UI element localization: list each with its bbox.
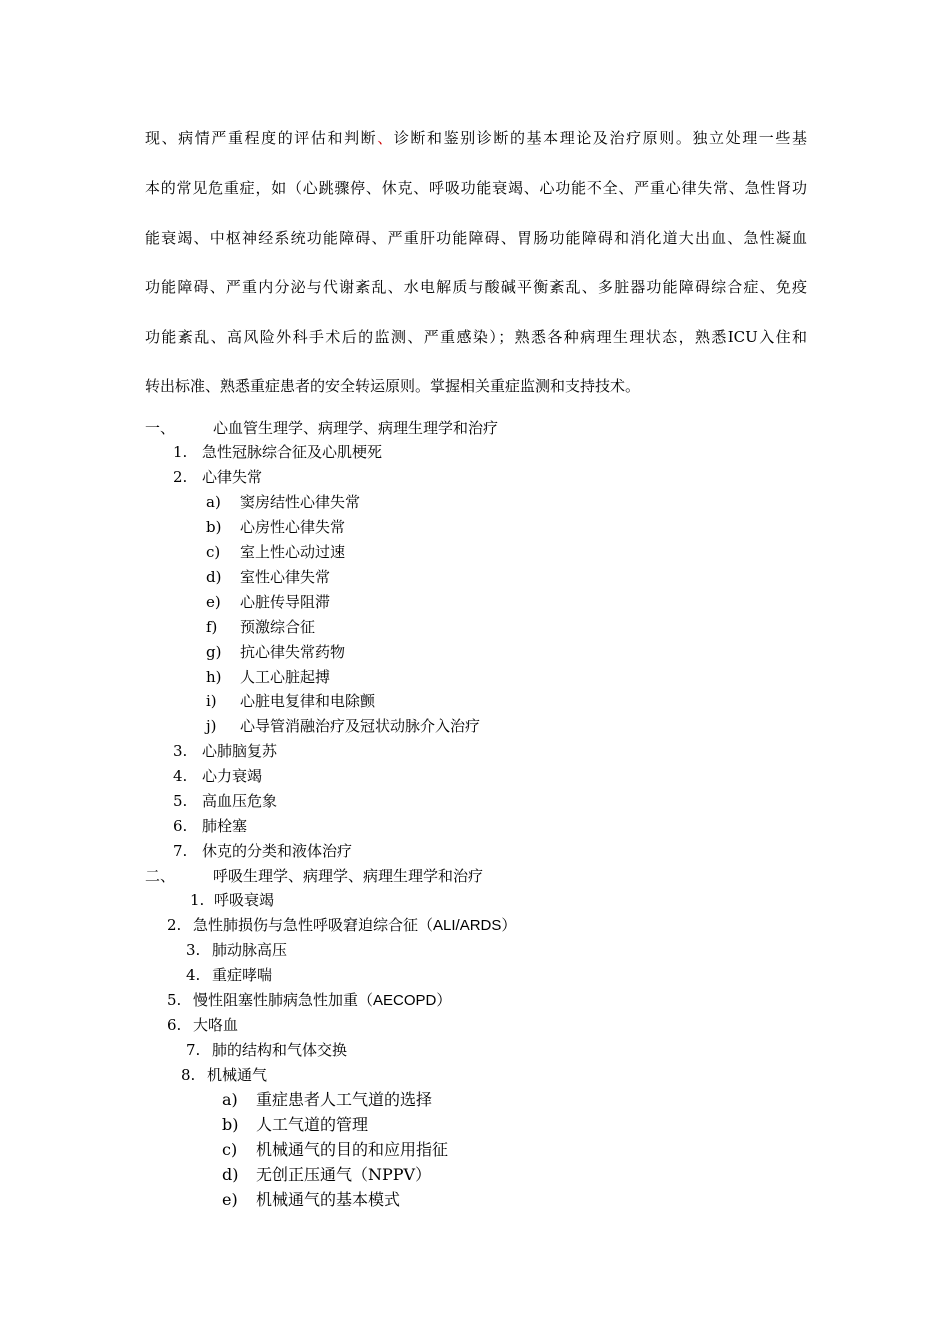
subitem-label: 人工气道的管理 bbox=[256, 1115, 369, 1134]
item-number: 2. bbox=[167, 916, 182, 934]
item-label: 高血压危象 bbox=[202, 792, 278, 810]
subitem-label: 抗心律失常药物 bbox=[240, 643, 346, 661]
subitem-label: 心脏传导阻滞 bbox=[240, 593, 331, 611]
list-item bbox=[173, 766, 262, 786]
subitem-label: 机械通气的基本模式 bbox=[256, 1190, 401, 1209]
item-label: 重症哮喘 bbox=[212, 966, 273, 984]
item-label: 呼吸衰竭 bbox=[214, 891, 275, 909]
item-label: 心力衰竭 bbox=[202, 767, 263, 785]
subitem-letter: e) bbox=[222, 1190, 238, 1209]
sub-list-item bbox=[222, 1140, 448, 1160]
subitem-letter: b) bbox=[222, 1115, 239, 1134]
item-label: 急性肺损伤与急性呼吸窘迫综合征（ bbox=[193, 916, 434, 934]
item-number: 4. bbox=[186, 966, 201, 984]
item-label-tail: ） bbox=[436, 991, 452, 1009]
item-abbreviation: AECOPD bbox=[373, 992, 437, 1009]
item-label: 肺动脉高压 bbox=[212, 941, 288, 959]
item-number: 6. bbox=[173, 817, 188, 835]
subitem-letter: i) bbox=[206, 692, 217, 710]
section1-title: 心血管生理学、病理学、病理生理学和治疗 bbox=[213, 419, 499, 437]
item-number: 6. bbox=[167, 1016, 182, 1034]
sub-list-item bbox=[206, 517, 345, 537]
section2-heading bbox=[145, 866, 483, 886]
list-item bbox=[190, 890, 274, 910]
intro-line-3: 能衰竭、中枢神经系统功能障碍、严重肝功能障碍、胃肠功能障碍和消化道大出血、急性凝血 bbox=[145, 229, 807, 247]
sub-list-item bbox=[222, 1090, 432, 1110]
item-number: 4. bbox=[173, 767, 188, 785]
item-number: 3. bbox=[186, 941, 201, 959]
item-number: 7. bbox=[173, 842, 188, 860]
subitem-label: 室上性心动过速 bbox=[240, 543, 346, 561]
sub-list-item bbox=[206, 542, 345, 562]
item-number: 5. bbox=[173, 792, 188, 810]
item-abbreviation: ALI/ARDS bbox=[433, 917, 502, 934]
subitem-label: 重症患者人工气道的选择 bbox=[256, 1090, 433, 1109]
subitem-label: 窦房结性心律失常 bbox=[240, 493, 361, 511]
list-item bbox=[173, 791, 277, 811]
item-number: 7. bbox=[186, 1041, 201, 1059]
subitem-letter: d) bbox=[222, 1165, 239, 1184]
section2-number: 二、 bbox=[145, 867, 176, 885]
item-label: 急性冠脉综合征及心肌梗死 bbox=[202, 443, 383, 461]
list-item bbox=[173, 442, 382, 462]
sub-list-item bbox=[206, 617, 315, 637]
section1-number: 一、 bbox=[145, 419, 176, 437]
list-item bbox=[181, 1065, 267, 1085]
subitem-letter: d) bbox=[206, 568, 222, 586]
list-item bbox=[173, 841, 352, 861]
subitem-label: 室性心律失常 bbox=[240, 568, 331, 586]
intro-line-6: 转出标准、熟悉重症患者的安全转运原则。掌握相关重症监测和支持技术。 bbox=[145, 377, 641, 395]
sub-list-item bbox=[222, 1165, 431, 1185]
subitem-label: 机械通气的目的和应用指征 bbox=[256, 1140, 449, 1159]
sub-list-item bbox=[206, 667, 330, 687]
list-item bbox=[167, 990, 451, 1011]
intro-red-separator: 、 bbox=[377, 129, 394, 147]
item-label: 心律失常 bbox=[202, 468, 263, 486]
subitem-letter: c) bbox=[206, 543, 221, 561]
item-number: 1. bbox=[190, 891, 205, 909]
section2-title: 呼吸生理学、病理学、病理生理学和治疗 bbox=[213, 867, 484, 885]
item-label: 慢性阻塞性肺病急性加重（ bbox=[193, 991, 374, 1009]
sub-list-item bbox=[206, 691, 375, 711]
item-number: 5. bbox=[167, 991, 182, 1009]
item-label: 大咯血 bbox=[193, 1016, 239, 1034]
item-label: 休克的分类和液体治疗 bbox=[202, 842, 353, 860]
subitem-label: 预激综合征 bbox=[240, 618, 316, 636]
subitem-letter: e) bbox=[206, 593, 221, 611]
intro-line-5: 功能紊乱、高风险外科手术后的监测、严重感染）；熟悉各种病理生理状态，熟悉ICU入住和 bbox=[145, 328, 807, 346]
intro-line-1-part-b: 诊断和鉴别诊断的基本理论及治疗原则。独立处理一些基 bbox=[393, 129, 807, 147]
item-number: 8. bbox=[181, 1066, 196, 1084]
sub-list-item bbox=[206, 642, 345, 662]
item-number: 1. bbox=[173, 443, 188, 461]
intro-line-1-part-a: 现、病情严重程度的评估和判断 bbox=[145, 129, 378, 147]
item-label: 肺栓塞 bbox=[202, 817, 248, 835]
item-number: 3. bbox=[173, 742, 188, 760]
subitem-letter: g) bbox=[206, 643, 222, 661]
subitem-label: 心脏电复律和电除颤 bbox=[240, 692, 376, 710]
list-item bbox=[173, 816, 247, 836]
sub-list-item bbox=[222, 1115, 368, 1135]
subitem-letter: f) bbox=[206, 618, 218, 636]
subitem-letter: j) bbox=[206, 717, 217, 735]
subitem-label: 心导管消融治疗及冠状动脉介入治疗 bbox=[240, 717, 481, 735]
item-number: 2. bbox=[173, 468, 188, 486]
list-item bbox=[186, 965, 272, 985]
item-label: 机械通气 bbox=[207, 1066, 268, 1084]
list-item bbox=[186, 940, 287, 960]
list-item bbox=[167, 1015, 238, 1035]
sub-list-item bbox=[206, 492, 360, 512]
list-item bbox=[173, 467, 262, 487]
subitem-label: 无创正压通气（NPPV） bbox=[256, 1165, 432, 1184]
intro-line-1 bbox=[145, 128, 807, 148]
intro-line-2: 本的常见危重症，如（心跳骤停、休克、呼吸功能衰竭、心功能不全、严重心律失常、急性肾功 bbox=[145, 179, 807, 197]
subitem-letter: a) bbox=[222, 1090, 238, 1109]
list-item bbox=[167, 915, 516, 936]
subitem-letter: c) bbox=[222, 1140, 238, 1159]
section1-heading bbox=[145, 418, 498, 438]
sub-list-item bbox=[206, 716, 480, 736]
item-label-tail: ） bbox=[501, 916, 517, 934]
subitem-letter: b) bbox=[206, 518, 222, 536]
subitem-label: 心房性心律失常 bbox=[240, 518, 346, 536]
sub-list-item bbox=[206, 567, 330, 587]
item-label: 肺的结构和气体交换 bbox=[212, 1041, 348, 1059]
subitem-label: 人工心脏起搏 bbox=[240, 668, 331, 686]
subitem-letter: a) bbox=[206, 493, 221, 511]
sub-list-item bbox=[222, 1190, 400, 1210]
list-item bbox=[173, 741, 277, 761]
subitem-letter: h) bbox=[206, 668, 222, 686]
intro-line-4: 功能障碍、严重内分泌与代谢紊乱、水电解质与酸碱平衡紊乱、多脏器功能障碍综合症、免疫 bbox=[145, 278, 807, 296]
item-label: 心肺脑复苏 bbox=[202, 742, 278, 760]
sub-list-item bbox=[206, 592, 330, 612]
list-item bbox=[186, 1040, 347, 1060]
